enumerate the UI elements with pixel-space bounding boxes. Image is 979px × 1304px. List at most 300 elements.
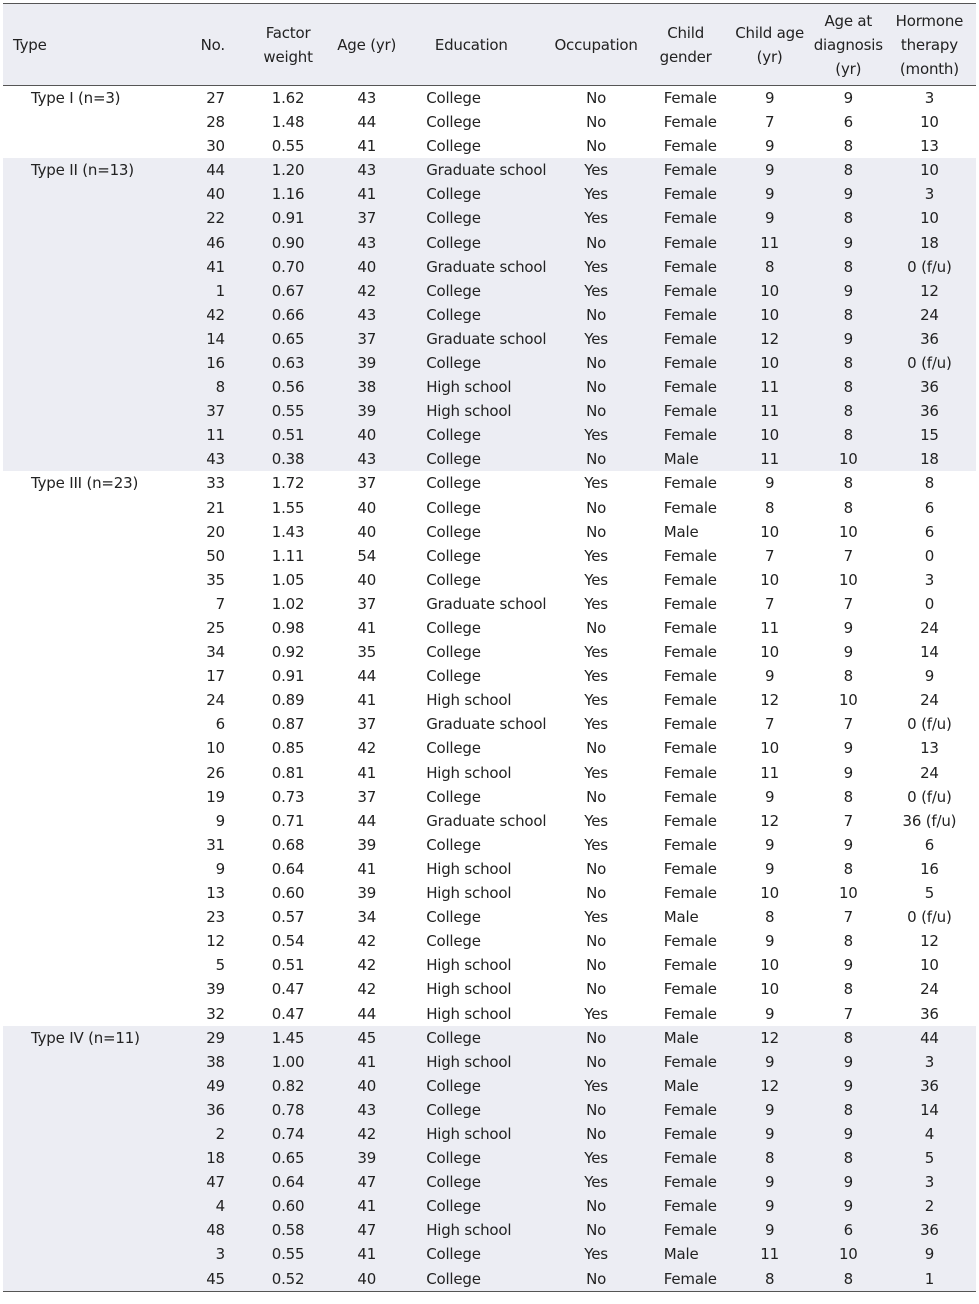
cell-occupation: No <box>586 1269 607 1288</box>
cell-age: 40 <box>357 522 377 541</box>
cell-factor-weight: 1.62 <box>271 89 305 107</box>
cell-child-gender: Male <box>663 1245 699 1264</box>
cell-no: 45 <box>206 1269 225 1288</box>
cell-child-age: 10 <box>760 281 779 300</box>
cell-age: 39 <box>357 402 377 421</box>
table-row <box>3 1098 976 1122</box>
cell-hormone-therapy: 24 <box>920 691 939 710</box>
cell-child-age: 10 <box>760 570 779 589</box>
cell-no: 9 <box>215 859 225 878</box>
cell-no: 36 <box>206 1100 225 1119</box>
cell-child-age: 10 <box>760 522 779 541</box>
cell-age-at-diagnosis: 7 <box>843 1004 853 1023</box>
cell-age-at-diagnosis: 8 <box>843 161 853 180</box>
cell-child-age: 9 <box>764 1197 775 1216</box>
cell-type <box>3 568 172 592</box>
cell-occupation: Yes <box>584 715 608 734</box>
cell-age-at-diagnosis: 7 <box>843 546 853 565</box>
cell-age-at-diagnosis: 9 <box>843 763 853 782</box>
cell-child-age: 11 <box>760 619 779 638</box>
cell-age: 42 <box>357 739 377 758</box>
cell-age: 42 <box>357 956 377 975</box>
cell-child-age: 9 <box>764 89 775 107</box>
cell-education: College <box>426 1149 481 1168</box>
cell-age-at-diagnosis: 8 <box>843 1028 853 1047</box>
cell-factor-weight: 1.48 <box>271 113 305 132</box>
cell-child-gender: Female <box>663 498 717 517</box>
table-row <box>3 447 976 471</box>
cell-hormone-therapy: 36 (f/u) <box>902 811 957 830</box>
cell-no: 6 <box>215 715 225 734</box>
cell-education: College <box>426 1269 481 1288</box>
cell-child-gender: Female <box>663 89 717 107</box>
cell-child-age: 11 <box>760 378 779 397</box>
cell-child-gender: Female <box>663 474 717 493</box>
cell-hormone-therapy: 1 <box>924 1269 935 1288</box>
cell-child-gender: Female <box>663 787 717 806</box>
cell-factor-weight: 0.70 <box>271 257 305 276</box>
cell-child-age: 7 <box>764 594 775 613</box>
cell-child-gender: Female <box>663 185 717 204</box>
cell-type <box>3 520 172 544</box>
cell-education: College <box>426 619 481 638</box>
cell-factor-weight: 0.91 <box>271 667 305 686</box>
cell-hormone-therapy: 24 <box>920 763 939 782</box>
cell-type <box>3 327 172 351</box>
cell-occupation: Yes <box>584 329 608 348</box>
cell-child-gender: Female <box>663 884 717 903</box>
cell-age: 34 <box>357 908 377 927</box>
cell-education: Graduate school <box>426 161 547 180</box>
cell-age: 37 <box>357 209 377 228</box>
cell-education: High school <box>426 1004 512 1023</box>
cell-age-at-diagnosis: 9 <box>843 329 853 348</box>
cell-no: 30 <box>206 137 225 156</box>
table-row <box>3 399 976 423</box>
cell-no: 4 <box>215 1197 225 1216</box>
cell-occupation: Yes <box>584 209 608 228</box>
cell-type <box>3 664 172 688</box>
cell-child-gender: Male <box>663 908 699 927</box>
cell-child-gender: Female <box>663 835 717 854</box>
table-row <box>3 953 976 977</box>
cell-age: 44 <box>357 811 377 830</box>
cell-no: 13 <box>206 884 225 903</box>
cell-child-gender: Female <box>663 1197 717 1216</box>
cell-type: Type I (n=3) <box>31 89 121 107</box>
cell-age: 47 <box>357 1221 377 1240</box>
cell-child-age: 9 <box>764 1052 775 1071</box>
cell-occupation: No <box>586 522 607 541</box>
cell-hormone-therapy: 12 <box>920 281 939 300</box>
cell-type <box>3 206 172 230</box>
cell-no: 25 <box>206 619 225 638</box>
cell-factor-weight: 1.43 <box>271 522 305 541</box>
cell-child-gender: Female <box>663 932 717 951</box>
cell-child-age: 9 <box>764 137 775 156</box>
table-row <box>3 833 976 857</box>
cell-factor-weight: 0.65 <box>271 1149 305 1168</box>
header-child-age-line2: (yr) <box>756 47 783 66</box>
cell-age-at-diagnosis: 7 <box>843 908 853 927</box>
cell-child-gender: Female <box>663 137 717 156</box>
cell-factor-weight: 0.63 <box>271 353 305 372</box>
cell-hormone-therapy: 15 <box>920 426 939 445</box>
cell-no: 33 <box>206 474 225 493</box>
cell-age: 42 <box>357 1124 377 1143</box>
cell-child-gender: Female <box>663 619 717 638</box>
cell-hormone-therapy: 16 <box>920 859 939 878</box>
cell-age: 41 <box>357 1197 377 1216</box>
cell-age-at-diagnosis: 9 <box>843 1052 853 1071</box>
cell-child-age: 11 <box>760 233 779 252</box>
cell-factor-weight: 1.02 <box>271 594 305 613</box>
cell-occupation: No <box>586 402 607 421</box>
cell-no: 17 <box>206 667 225 686</box>
table-row <box>3 182 976 206</box>
cell-type <box>3 736 172 760</box>
cell-type <box>3 182 172 206</box>
cell-no: 50 <box>206 546 225 565</box>
cell-no: 40 <box>206 185 225 204</box>
cell-child-gender: Male <box>663 1028 699 1047</box>
cell-child-age: 11 <box>760 1245 779 1264</box>
table-row <box>3 785 976 809</box>
cell-child-age: 8 <box>764 257 775 276</box>
cell-hormone-therapy: 36 <box>920 1004 939 1023</box>
cell-age: 39 <box>357 884 377 903</box>
table-row <box>3 736 976 760</box>
cell-age: 40 <box>357 426 377 445</box>
cell-occupation: No <box>586 787 607 806</box>
cell-occupation: Yes <box>584 185 608 204</box>
cell-education: College <box>426 787 481 806</box>
cell-factor-weight: 0.60 <box>271 884 305 903</box>
cell-age: 39 <box>357 353 377 372</box>
cell-no: 7 <box>215 594 225 613</box>
cell-type <box>3 592 172 616</box>
header-hormone-therapy <box>883 4 976 86</box>
cell-child-gender: Female <box>663 980 717 999</box>
cell-child-age: 10 <box>760 980 779 999</box>
cell-occupation: No <box>586 137 607 156</box>
cell-hormone-therapy: 0 (f/u) <box>907 257 952 276</box>
cell-hormone-therapy: 24 <box>920 980 939 999</box>
header-hormone-therapy-line2: therapy <box>900 35 958 54</box>
cell-age: 47 <box>357 1173 377 1192</box>
cell-education: High school <box>426 402 512 421</box>
cell-age-at-diagnosis: 9 <box>843 89 853 107</box>
cell-occupation: Yes <box>584 908 608 927</box>
cell-type <box>3 447 172 471</box>
cell-no: 34 <box>206 643 225 662</box>
table-row <box>3 1122 976 1146</box>
cell-age: 42 <box>357 980 377 999</box>
cell-factor-weight: 0.92 <box>271 643 305 662</box>
cell-age: 40 <box>357 498 377 517</box>
cell-no: 10 <box>206 739 225 758</box>
cell-no: 18 <box>206 1149 225 1168</box>
cell-child-gender: Female <box>663 1004 717 1023</box>
cell-no: 49 <box>206 1076 225 1095</box>
cell-age: 43 <box>357 1100 377 1119</box>
cell-age: 40 <box>357 1076 377 1095</box>
cell-hormone-therapy: 3 <box>924 185 935 204</box>
cell-occupation: Yes <box>584 426 608 445</box>
cell-no: 1 <box>215 281 225 300</box>
cell-child-gender: Female <box>663 402 717 421</box>
cell-type: Type III (n=23) <box>31 474 139 493</box>
cell-child-gender: Female <box>663 329 717 348</box>
cell-age-at-diagnosis: 6 <box>843 1221 853 1240</box>
cell-occupation: Yes <box>584 1245 608 1264</box>
cell-education: College <box>426 233 481 252</box>
cell-age: 37 <box>357 787 377 806</box>
cell-factor-weight: 1.72 <box>271 474 305 493</box>
cell-factor-weight: 1.20 <box>271 161 305 180</box>
cell-factor-weight: 0.74 <box>271 1124 305 1143</box>
cell-child-age: 9 <box>764 161 775 180</box>
cell-age: 43 <box>357 161 377 180</box>
table-row <box>3 86 976 111</box>
cell-factor-weight: 0.81 <box>271 763 305 782</box>
table-row <box>3 279 976 303</box>
cell-child-age: 12 <box>760 811 779 830</box>
cell-factor-weight: 0.51 <box>271 426 305 445</box>
cell-education: Graduate school <box>426 329 547 348</box>
table-row <box>3 1170 976 1194</box>
cell-age-at-diagnosis: 9 <box>843 739 853 758</box>
cell-education: College <box>426 498 481 517</box>
cell-education: Graduate school <box>426 594 547 613</box>
cell-factor-weight: 0.98 <box>271 619 305 638</box>
cell-child-gender: Female <box>663 570 717 589</box>
cell-occupation: No <box>586 739 607 758</box>
cell-child-age: 12 <box>760 1028 779 1047</box>
cell-child-gender: Female <box>663 643 717 662</box>
cell-hormone-therapy: 6 <box>924 522 935 541</box>
cell-child-gender: Female <box>663 1052 717 1071</box>
cell-occupation: No <box>586 1197 607 1216</box>
cell-no: 21 <box>206 498 225 517</box>
cell-hormone-therapy: 5 <box>924 884 935 903</box>
cell-child-gender: Female <box>663 763 717 782</box>
cell-no: 16 <box>206 353 225 372</box>
cell-child-age: 9 <box>764 1004 775 1023</box>
cell-age-at-diagnosis: 8 <box>843 859 853 878</box>
cell-hormone-therapy: 0 (f/u) <box>907 353 952 372</box>
cell-child-gender: Female <box>663 209 717 228</box>
cell-age: 37 <box>357 715 377 734</box>
cell-hormone-therapy: 36 <box>920 378 939 397</box>
cell-no: 22 <box>206 209 225 228</box>
cell-occupation: No <box>586 89 607 107</box>
cell-no: 26 <box>206 763 225 782</box>
cell-age: 38 <box>357 378 377 397</box>
cell-age: 41 <box>357 619 377 638</box>
group-1 <box>3 86 976 159</box>
cell-hormone-therapy: 18 <box>920 233 939 252</box>
cell-type: Type II (n=13) <box>31 161 134 180</box>
table-row <box>3 664 976 688</box>
cell-factor-weight: 0.56 <box>271 378 305 397</box>
cell-no: 29 <box>206 1028 225 1047</box>
cell-age: 43 <box>357 89 377 107</box>
cell-child-gender: Female <box>663 1269 717 1288</box>
cell-child-age: 10 <box>760 353 779 372</box>
cell-type <box>3 1074 172 1098</box>
cell-child-age: 9 <box>764 835 775 854</box>
header-factor-weight-line2: weight <box>263 47 313 66</box>
cell-age: 54 <box>357 546 377 565</box>
cell-occupation: No <box>586 450 607 469</box>
cell-age-at-diagnosis: 6 <box>843 113 853 132</box>
cell-education: College <box>426 137 481 156</box>
data-table <box>3 3 976 1292</box>
cell-child-age: 10 <box>760 956 779 975</box>
cell-education: College <box>426 908 481 927</box>
cell-occupation: Yes <box>584 643 608 662</box>
cell-factor-weight: 0.55 <box>271 137 305 156</box>
cell-occupation: No <box>586 233 607 252</box>
cell-occupation: Yes <box>584 1076 608 1095</box>
table-row <box>3 616 976 640</box>
cell-type <box>3 1242 172 1266</box>
header-child-gender-line2: gender <box>659 47 712 66</box>
cell-occupation: No <box>586 498 607 517</box>
cell-no: 14 <box>206 329 225 348</box>
group-4 <box>3 1026 976 1291</box>
cell-no: 39 <box>206 980 225 999</box>
table-row <box>3 761 976 785</box>
cell-type <box>3 303 172 327</box>
table-row <box>3 905 976 929</box>
cell-occupation: No <box>586 113 607 132</box>
cell-education: High school <box>426 859 512 878</box>
cell-no: 32 <box>206 1004 225 1023</box>
cell-child-gender: Female <box>663 161 717 180</box>
header-child-gender <box>646 4 726 86</box>
cell-child-age: 8 <box>764 1149 775 1168</box>
cell-occupation: No <box>586 884 607 903</box>
cell-education: College <box>426 1100 481 1119</box>
cell-no: 3 <box>215 1245 225 1264</box>
cell-child-gender: Female <box>663 1221 717 1240</box>
cell-occupation: Yes <box>584 594 608 613</box>
cell-education: College <box>426 474 481 493</box>
cell-child-age: 9 <box>764 1173 775 1192</box>
cell-education: College <box>426 89 481 107</box>
cell-factor-weight: 0.57 <box>271 908 305 927</box>
cell-type <box>3 905 172 929</box>
cell-child-age: 9 <box>764 667 775 686</box>
cell-education: College <box>426 185 481 204</box>
cell-age: 39 <box>357 835 377 854</box>
cell-factor-weight: 0.47 <box>271 980 305 999</box>
cell-type: Type IV (n=11) <box>31 1028 140 1047</box>
cell-no: 24 <box>206 691 225 710</box>
cell-education: High school <box>426 980 512 999</box>
cell-factor-weight: 1.45 <box>271 1028 305 1047</box>
cell-age-at-diagnosis: 9 <box>843 956 853 975</box>
cell-no: 47 <box>206 1173 225 1192</box>
cell-child-age: 8 <box>764 908 775 927</box>
cell-occupation: No <box>586 859 607 878</box>
cell-hormone-therapy: 3 <box>924 1173 935 1192</box>
cell-type <box>3 1050 172 1074</box>
cell-no: 48 <box>206 1221 225 1240</box>
cell-occupation: No <box>586 619 607 638</box>
cell-hormone-therapy: 8 <box>924 474 935 493</box>
cell-factor-weight: 0.78 <box>271 1100 305 1119</box>
cell-factor-weight: 0.73 <box>271 787 305 806</box>
cell-education: College <box>426 739 481 758</box>
cell-no: 41 <box>206 257 225 276</box>
table-row <box>3 977 976 1001</box>
cell-age: 39 <box>357 1149 377 1168</box>
cell-education: College <box>426 522 481 541</box>
cell-education: Graduate school <box>426 811 547 830</box>
table-row <box>3 303 976 327</box>
cell-factor-weight: 0.55 <box>271 402 305 421</box>
cell-type <box>3 399 172 423</box>
cell-child-age: 9 <box>764 474 775 493</box>
cell-hormone-therapy: 0 <box>924 546 935 565</box>
cell-child-gender: Female <box>663 113 717 132</box>
cell-age: 40 <box>357 1269 377 1288</box>
cell-child-age: 12 <box>760 329 779 348</box>
cell-factor-weight: 0.58 <box>271 1221 305 1240</box>
cell-occupation: Yes <box>584 811 608 830</box>
cell-child-gender: Female <box>663 353 717 372</box>
cell-child-age: 9 <box>764 209 775 228</box>
cell-child-gender: Female <box>663 956 717 975</box>
cell-type <box>3 351 172 375</box>
cell-child-age: 12 <box>760 691 779 710</box>
cell-child-age: 10 <box>760 884 779 903</box>
cell-type <box>3 640 172 664</box>
cell-child-age: 10 <box>760 643 779 662</box>
table-row <box>3 423 976 447</box>
cell-age-at-diagnosis: 10 <box>838 450 858 469</box>
cell-hormone-therapy: 10 <box>920 956 939 975</box>
cell-no: 44 <box>206 161 225 180</box>
cell-age-at-diagnosis: 8 <box>843 1269 853 1288</box>
cell-factor-weight: 0.52 <box>271 1269 305 1288</box>
cell-occupation: No <box>586 980 607 999</box>
cell-child-age: 11 <box>760 402 779 421</box>
cell-child-gender: Female <box>663 281 717 300</box>
cell-age-at-diagnosis: 10 <box>838 884 858 903</box>
cell-type <box>3 279 172 303</box>
cell-age-at-diagnosis: 8 <box>843 257 853 276</box>
cell-type <box>3 761 172 785</box>
cell-type <box>3 423 172 447</box>
cell-type <box>3 1001 172 1025</box>
header-type: Type <box>13 35 47 54</box>
cell-age-at-diagnosis: 8 <box>843 1149 853 1168</box>
cell-age: 42 <box>357 932 377 951</box>
cell-age: 37 <box>357 474 377 493</box>
cell-occupation: Yes <box>584 667 608 686</box>
cell-child-gender: Female <box>663 1100 717 1119</box>
cell-child-gender: Female <box>663 1124 717 1143</box>
cell-age-at-diagnosis: 8 <box>843 402 853 421</box>
cell-factor-weight: 0.38 <box>271 450 305 469</box>
cell-age: 44 <box>357 113 377 132</box>
table-row <box>3 712 976 736</box>
cell-age-at-diagnosis: 7 <box>843 594 853 613</box>
